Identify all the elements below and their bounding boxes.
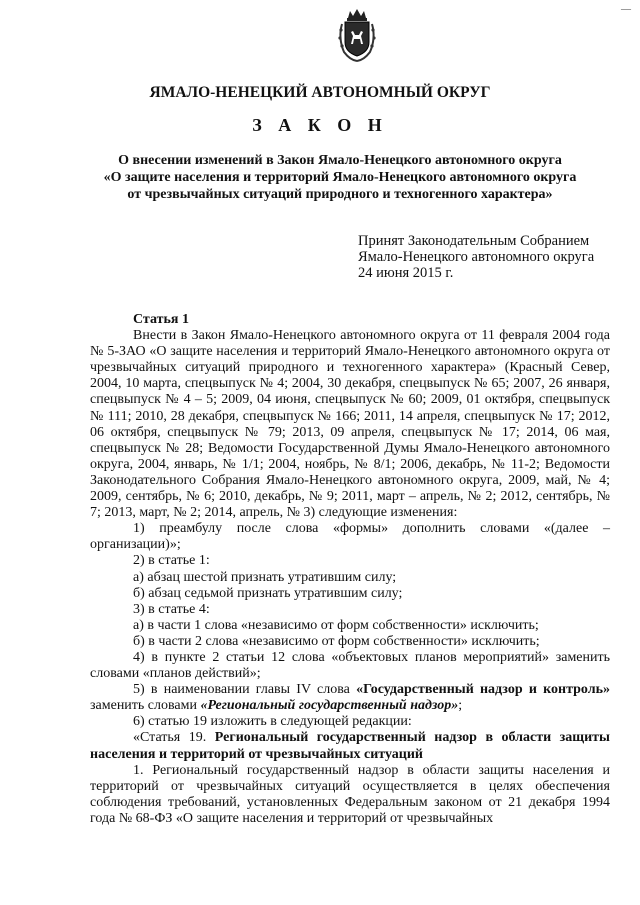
- adoption-note: [358, 233, 594, 281]
- new-heading-text: «Региональный государственный надзор»: [200, 698, 459, 714]
- new-article-19-heading: [90, 730, 610, 762]
- item-text: заменить словами: [90, 698, 201, 714]
- amendment-subitem: б) в части 2 слова «независимо от форм собственности» исключить;: [133, 633, 540, 649]
- adoption-date: 24 июня 2015 г.: [358, 265, 454, 281]
- item-text: ;: [458, 698, 463, 714]
- amendment-item-5: [90, 682, 610, 714]
- law-subject: [60, 152, 620, 203]
- region-title: ЯМАЛО-НЕНЕЦКИЙ АВТОНОМНЫЙ ОКРУГ: [149, 84, 491, 101]
- amendment-item-4: 4) в пункте 2 статьи 12 слова «объектовых планов мероприятий» заменить словами «планов действий»;: [90, 649, 610, 682]
- item-text: 5) в наименовании главы IV слова: [133, 682, 357, 698]
- adoption-line: Принят Законодательным Собранием: [358, 233, 590, 249]
- amendment-item-1: 1) преамбулу после слова «формы» дополнить словами «(далее – организации)»;: [90, 521, 610, 553]
- amendment-item-3: 3) в статье 4:: [133, 601, 210, 617]
- adoption-line: Ямало-Ненецкого автономного округа: [358, 249, 595, 265]
- subject-line: О внесении изменений в Закон Ямало-Ненецкого автономного округа: [118, 153, 562, 168]
- article-heading: Статья 1: [133, 312, 189, 327]
- amendment-subitem: б) абзац седьмой признать утратившим силу;: [133, 585, 403, 601]
- document-body: [90, 312, 610, 827]
- article-number: «Статья 19.: [133, 730, 215, 746]
- corner-mark: —: [621, 4, 632, 15]
- subject-line: от чрезвычайных ситуаций природного и техногенного характера»: [127, 187, 553, 202]
- old-heading-text: «Государственный надзор и контроль»: [356, 682, 610, 698]
- article-title: Региональный государственный надзор в области защиты населения и территорий от чрезвычайных ситуаций: [90, 730, 610, 762]
- document-type: З А К О Н: [252, 115, 388, 135]
- amendment-item-2: 2) в статье 1:: [133, 553, 210, 569]
- amendment-item-6: 6) статью 19 изложить в следующей редакции:: [133, 714, 412, 730]
- amendment-subitem: а) в части 1 слова «независимо от форм собственности» исключить;: [133, 617, 539, 633]
- amendment-subitem: а) абзац шестой признать утратившим силу;: [133, 569, 397, 585]
- article-intro: Внести в Закон Ямало-Ненецкого автономного округа от 11 февраля 2004 года № 5-ЗАО «О защите населения и территорий Ямало-Ненецкого автономного округа от чрезвычайных ситуаций природного и техногенного характера» (Красный Север, 2004, 10 марта, спецвыпуск № 4; 2004, 30 декабря, спецвыпуск № 65; 2007, 26 января, спецвыпуск № 4 – 5; 2009, 04 июня, спецвыпуск № 60; 2009, 01 октября, спецвыпуск № 111; 2010, 28 декабря, спецвыпуск № 166; 2011, 14 апреля, спецвыпуск № 17; 2012, 06 октября, спецвыпуск № 79; 2013, 09 апреля, спецвыпуск № 17; 2014, 06 мая, спецвыпуск № 28; Ведомости Государственной Думы Ямало-Ненецкого автономного округа, 2004, январь, № 1/1; 2004, ноябрь, № 8/1; 2006, декабрь, № 11-2; Ведомости Законодательного Собрания Ямало-Ненецкого автономного округа, 2009, май, № 4; 2009, сентябрь, № 6; 2010, декабрь, № 9; 2011, март – апрель, № 2; 2012, сентябрь, № 7; 2013, март, № 2; 2014, апрель, № 3) следующие изменения:: [90, 328, 610, 521]
- article-19-paragraph-1: 1. Региональный государственный надзор в области защиты населения и территорий от чрезвычайных ситуаций осуществляется в целях обеспечения соблюдения требований, установленных Федеральным законом от 21 декабря 1994 года № 68-ФЗ «О защите населения и территорий от чрезвычайных: [90, 762, 610, 826]
- coat-of-arms-icon: [336, 8, 378, 64]
- subject-line: «О защите населения и территорий Ямало-Ненецкого автономного округа: [103, 170, 577, 185]
